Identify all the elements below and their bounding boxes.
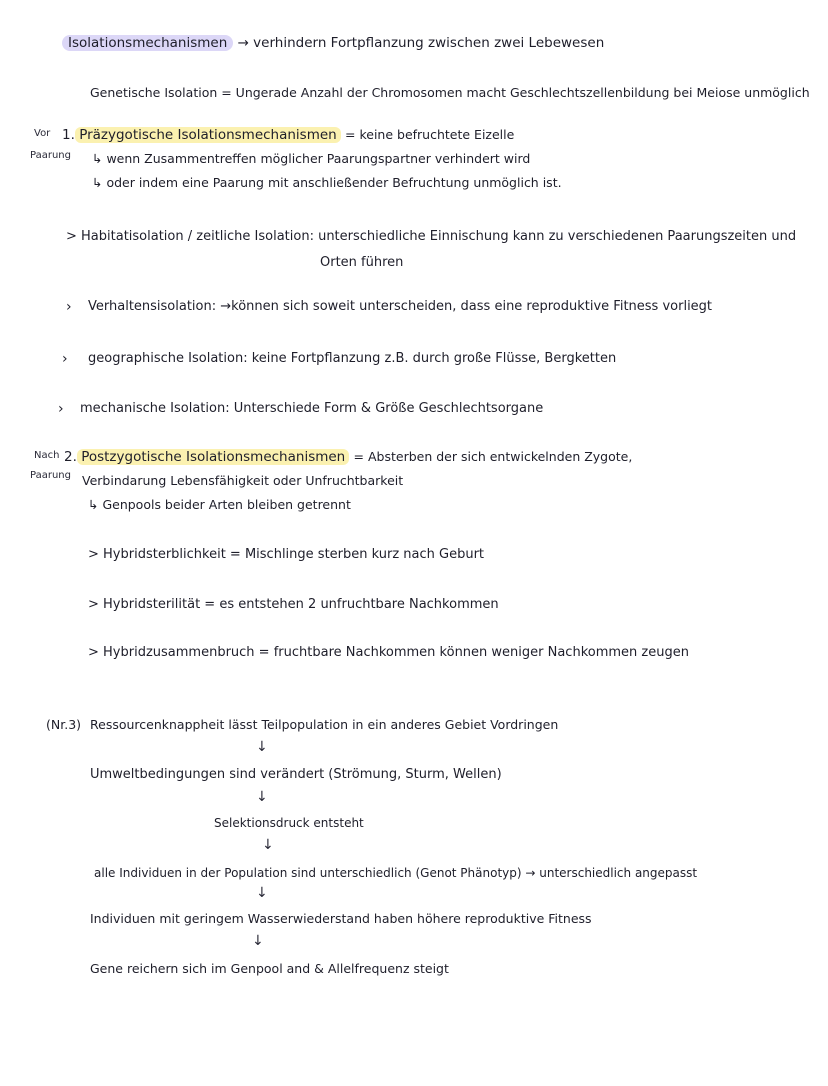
pre-sub-1: ↳ wenn Zusammentreffen möglicher Paarungspartner verhindert wird [92, 151, 531, 166]
example-step-1: Ressourcenknappheit lässt Teilpopulation in ein anderes Gebiet Vordringen [90, 717, 559, 732]
title-term: Isolationsmechanismen [62, 35, 233, 51]
pre-sub-2: ↳ oder indem eine Paarung mit anschließender Befruchtung unmöglich ist. [92, 175, 562, 190]
post-heading-line [64, 448, 632, 466]
down-arrow-icon: ↓ [252, 933, 264, 949]
pre-item-mech: mechanische Isolation: Unterschiede Form & Größe Geschlechtsorgane [80, 401, 544, 416]
example-step-2: Umweltbedingungen sind verändert (Strömung, Sturm, Wellen) [90, 767, 502, 782]
title-line [68, 34, 604, 52]
example-step-6: Gene reichern sich im Genpool and & Allelfrequenz steigt [90, 961, 449, 976]
post-item-sterility: > Hybridsterilität = es entstehen 2 unfruchtbare Nachkommen [88, 597, 499, 612]
post-side-label-2: Paarung [30, 470, 71, 481]
title-definition: verhindern Fortpflanzung zwischen zwei Lebewesen [253, 35, 605, 51]
down-arrow-icon: ↓ [256, 739, 268, 755]
pre-item-habitat-cont: Orten führen [320, 255, 404, 270]
pre-heading: Präzygotische Isolationsmechanismen [75, 127, 341, 143]
bullet-mark: › [58, 401, 64, 417]
post-number: 2. [64, 449, 77, 465]
post-line-3: ↳ Genpools beider Arten bleiben getrennt [88, 497, 351, 512]
pre-heading-line [62, 126, 514, 144]
down-arrow-icon: ↓ [262, 837, 274, 853]
down-arrow-icon: ↓ [256, 789, 268, 805]
title-arrow: → [237, 35, 249, 51]
example-step-3: Selektionsdruck entsteht [214, 816, 364, 830]
pre-definition: = keine befruchtete Eizelle [345, 127, 515, 142]
pre-side-label: Vor [34, 128, 51, 139]
example-step-5: Individuen mit geringem Wasserwiederstand haben höhere reproduktive Fitness [90, 911, 592, 926]
pre-item-geo: geographische Isolation: keine Fortpflanzung z.B. durch große Flüsse, Bergketten [88, 351, 617, 366]
pre-number: 1. [62, 127, 75, 143]
post-line-2: Verbindarung Lebensfähigkeit oder Unfruchtbarkeit [82, 473, 404, 488]
genetic-isolation: Genetische Isolation = Ungerade Anzahl der Chromosomen macht Geschlechtszellenbildung bei Meiose unmöglich [90, 85, 810, 100]
bullet-mark: › [66, 299, 72, 315]
post-heading: Postzygotische Isolationsmechanismen [77, 449, 349, 465]
example-step-4: alle Individuen in der Population sind unterschiedlich (Genot Phänotyp) → unterschiedlich angepasst [94, 866, 698, 880]
pre-item-behaviour: Verhaltensisolation: →können sich soweit unterscheiden, dass eine reproduktive Fitness vorliegt [88, 299, 713, 314]
example-label: (Nr.3) [46, 717, 82, 732]
post-definition: = Absterben der sich entwickelnden Zygote, [353, 449, 633, 464]
pre-side-label-2: Paarung [30, 150, 71, 161]
bullet-mark: › [62, 351, 68, 367]
post-item-breakdown: > Hybridzusammenbruch = fruchtbare Nachkommen können weniger Nachkommen zeugen [88, 645, 689, 660]
down-arrow-icon: ↓ [256, 885, 268, 901]
post-side-label: Nach [34, 450, 60, 461]
post-item-mortality: > Hybridsterblichkeit = Mischlinge sterben kurz nach Geburt [88, 547, 485, 562]
pre-item-habitat: > Habitatisolation / zeitliche Isolation: unterschiedliche Einnischung kann zu verschiedenen Paarungszeiten und [66, 229, 797, 244]
